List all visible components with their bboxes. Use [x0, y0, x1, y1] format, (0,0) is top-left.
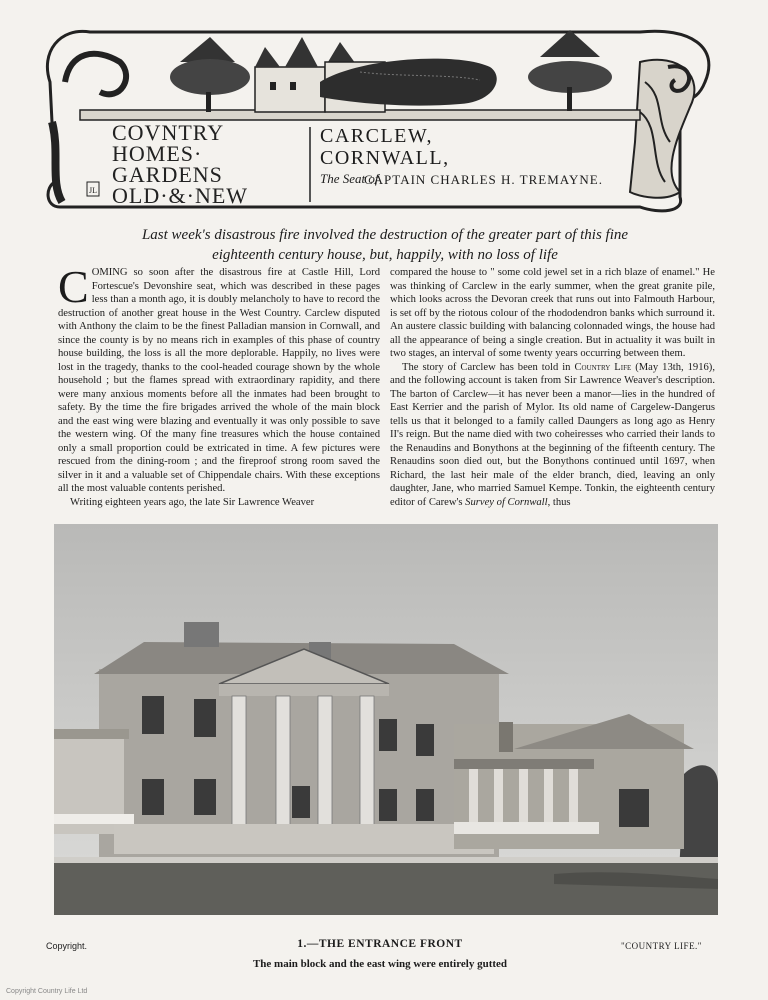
- masthead-header: [40, 22, 730, 217]
- figure-caption-row: [30, 938, 730, 954]
- place-name-line-2: CORNWALL,: [320, 147, 450, 169]
- paragraph-text: (May 13th, 1916), and the following account is taken from Sir Lawrence Weaver's description. The barton of Carclew—it has never been a manor—lies in the hundred of East Kerrier and the parish of Mylor. Its old name of Cargelew-Dangerus tells us that it belonged to a family called Daungers as long ago as Henry II's reign. But the name died with two coheiresses who carried their lands to the Renaudins and Bonythons at the beginning of the fifteenth century. The Renaudins soon died out, but the Bonythons continued until 1697, when Richard, the last heir male of the elder branch, died, leaving an only daughter, Jane, who married Samuel Kempe. Tonkin, the eighteenth century editor of Carew's: [390, 361, 715, 508]
- article-subtitle: [80, 225, 690, 265]
- subtitle-line-2: eighteenth century house, but, happily, with no loss of life: [212, 247, 558, 263]
- paragraph: [58, 261, 380, 496]
- owner-name: CAPTAIN CHARLES H. TREMAYNE.: [364, 172, 603, 187]
- svg-text:JL: JL: [89, 186, 97, 195]
- masthead-line-3: GARDENS: [112, 162, 223, 187]
- article-column-left: [58, 261, 380, 509]
- paragraph: [390, 361, 715, 510]
- masthead-line-1: COVNTRY: [112, 120, 225, 145]
- drop-cap: C: [58, 261, 89, 312]
- paragraph: compared the house to " some cold jewel set in a rich blaze of enamel." He was thinking of Carclew in the early summer, when the great granite pile, which looks across the Devoran creek that runs out into Falmouth Harbour, is set off by the riotous colour of the rhododendron banks which surround it. An austere classic building with balancing colonnaded wings, the house had all the appearance of being a single creation. But in actuality it was built in two stages, an interval of some twenty years occurring between them.: [390, 267, 715, 359]
- copyright-notice: Copyright.: [46, 941, 88, 951]
- watermark: Copyright Country Life Ltd: [6, 988, 88, 995]
- figure-title: 1.—THE ENTRANCE FRONT: [297, 938, 463, 950]
- figure-caption: The main block and the east wing were entirely gutted: [252, 958, 508, 970]
- paragraph-text: OMING so soon after the disastrous fire at Castle Hill, Lord Fortescue's Devonshire seat, which was described in these pages less than a month ago, it is doubly melancholy to have to record the destruction of another great house in the West Country. Carclew disputed with Anthony the claim to be the finest Palladian mansion in Cornwall, and since the county is by no means rich in examples of this phase of country house building, the loss is all the more deplorable. Happily, no lives were lost in the tragedy, thanks to the cool-headed courage shown by the whole household ; but the flames spread with extraordinary rapidity, and there were many anxious moments before all the inmates had been brought to safety. By the time the fire brigades arrived the whole of the main block and the east wing were blazing and eventually it was only possible to save the western wing. Of the many fine treasures which the house contained only a small proportion could be extricated in time. A few pictures were rescued from the dining-room ; and the fireproof strong room saved the silver in it and a valuable set of Chippendale chairs. With these exceptions all the most valuable contents perished.: [58, 267, 380, 494]
- paragraph-text: , thus: [547, 496, 571, 508]
- publication-name: Country Life: [574, 361, 632, 373]
- subtitle-line-1: Last week's disastrous fire involved the destruction of the greater part of this fine: [141, 227, 629, 243]
- seat-label: The Seat of: [320, 171, 379, 186]
- house-photograph: [54, 524, 718, 915]
- photo-credit: "COUNTRY LIFE.": [620, 941, 702, 951]
- paragraph-text: The story of Carclew has been told in: [402, 361, 575, 373]
- masthead-line-4: OLD·&·NEW: [112, 183, 249, 208]
- book-title: Survey of Cornwall: [465, 496, 548, 508]
- paragraph: Writing eighteen years ago, the late Sir Lawrence Weaver: [70, 496, 315, 508]
- article-column-right: [390, 266, 715, 509]
- place-name-line-1: CARCLEW,: [320, 125, 433, 147]
- masthead-line-2: HOMES·: [112, 141, 203, 166]
